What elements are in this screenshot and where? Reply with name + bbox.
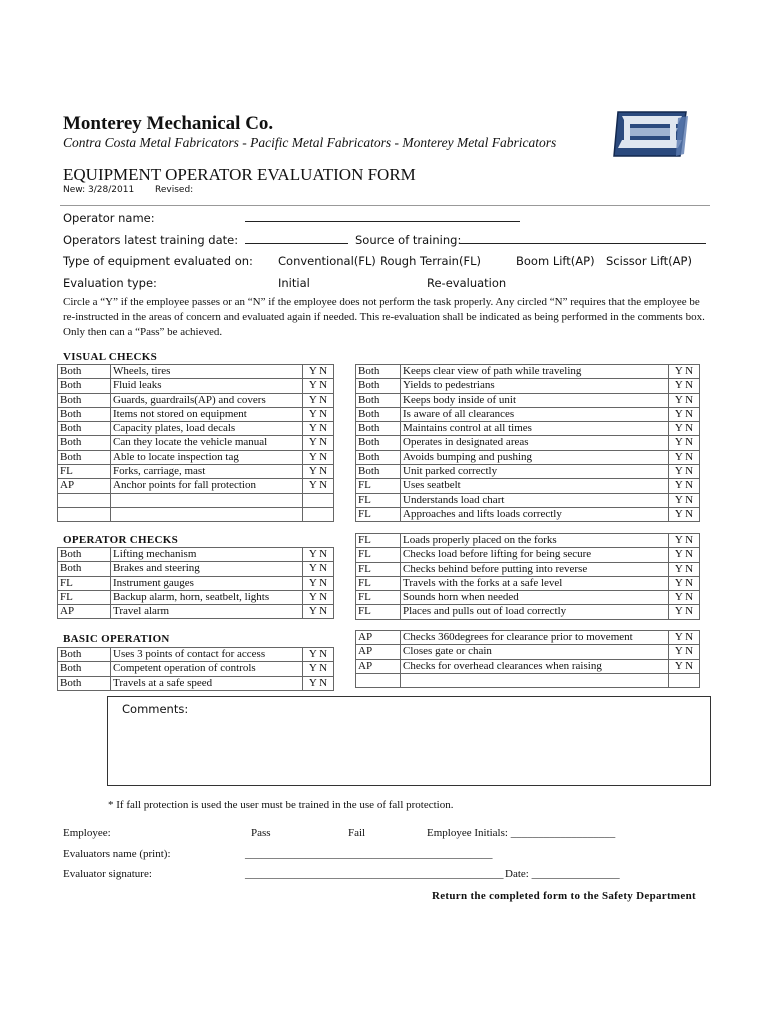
- equipment-type-cell: Both: [58, 436, 111, 450]
- check-row: [356, 562, 700, 576]
- check-row: [356, 659, 700, 673]
- equipment-type-cell: FL: [356, 548, 401, 562]
- yes-no-cell[interactable]: Y N: [669, 379, 700, 393]
- check-row: [356, 507, 700, 521]
- check-row: [356, 407, 700, 421]
- check-row: [356, 576, 700, 590]
- check-item-cell: [111, 507, 303, 521]
- basic-operation-left-table: [57, 647, 334, 691]
- check-item-cell: Travel alarm: [111, 605, 303, 619]
- yes-no-cell[interactable]: Y N: [303, 662, 334, 676]
- check-row: [58, 365, 334, 379]
- check-row: [58, 548, 334, 562]
- yes-no-cell[interactable]: Y N: [303, 676, 334, 690]
- check-row: [356, 450, 700, 464]
- evaluator-signature-label: Evaluator signature:: [63, 868, 152, 880]
- yes-no-cell[interactable]: Y N: [669, 507, 700, 521]
- operator-checks-left-table: [57, 547, 334, 619]
- check-item-cell: Keeps body inside of unit: [401, 393, 669, 407]
- equipment-type-cell: FL: [58, 576, 111, 590]
- visual-checks-right-table: [355, 364, 700, 522]
- check-item-cell: Forks, carriage, mast: [111, 465, 303, 479]
- check-row: [356, 631, 700, 645]
- yes-no-cell[interactable]: Y N: [669, 659, 700, 673]
- check-item-cell: Uses seatbelt: [401, 479, 669, 493]
- option-conventional[interactable]: Conventional(FL): [278, 254, 376, 268]
- check-item-cell: Loads properly placed on the forks: [401, 534, 669, 548]
- check-item-cell: Operates in designated areas: [401, 436, 669, 450]
- equipment-type-cell: FL: [58, 465, 111, 479]
- check-row: [356, 393, 700, 407]
- check-row: [58, 576, 334, 590]
- check-row: [58, 450, 334, 464]
- operator-name-field[interactable]: [245, 209, 520, 222]
- equipment-type-cell: Both: [58, 648, 111, 662]
- check-item-cell: Checks 360degrees for clearance prior to movement: [401, 631, 669, 645]
- employee-label: Employee:: [63, 827, 111, 839]
- equipment-type-cell: Both: [356, 450, 401, 464]
- check-row: [58, 393, 334, 407]
- option-rough-terrain[interactable]: Rough Terrain(FL): [380, 254, 481, 268]
- equipment-type-cell: FL: [356, 605, 401, 619]
- yes-no-cell[interactable]: Y N: [669, 365, 700, 379]
- latest-training-field[interactable]: [245, 231, 348, 244]
- check-item-cell: Can they locate the vehicle manual: [111, 436, 303, 450]
- check-item-cell: Capacity plates, load decals: [111, 422, 303, 436]
- check-item-cell: Fluid leaks: [111, 379, 303, 393]
- equipment-type-label: Type of equipment evaluated on:: [63, 254, 253, 268]
- yes-no-cell[interactable]: Y N: [669, 407, 700, 421]
- check-row: [356, 365, 700, 379]
- yes-no-cell[interactable]: Y N: [303, 562, 334, 576]
- evaluators-name-field[interactable]: _____________________________________________: [245, 848, 493, 860]
- basic-operation-title: BASIC OPERATION: [63, 633, 170, 645]
- return-note: Return the completed form to the Safety Department: [432, 890, 696, 902]
- title-divider: [60, 205, 710, 206]
- yes-no-cell[interactable]: Y N: [303, 450, 334, 464]
- equipment-type-cell: Both: [58, 407, 111, 421]
- yes-no-cell[interactable]: Y N: [303, 465, 334, 479]
- yes-no-cell[interactable]: Y N: [303, 590, 334, 604]
- check-row: [356, 534, 700, 548]
- yes-no-cell: [303, 507, 334, 521]
- operator-checks-title: OPERATOR CHECKS: [63, 534, 179, 546]
- equipment-type-cell: FL: [356, 591, 401, 605]
- yes-no-cell: [303, 493, 334, 507]
- yes-no-cell: [669, 673, 700, 687]
- equipment-type-cell: FL: [356, 576, 401, 590]
- check-row: [58, 590, 334, 604]
- check-item-cell: Able to locate inspection tag: [111, 450, 303, 464]
- evaluator-signature-field[interactable]: _______________________________________________: [245, 868, 504, 880]
- equipment-type-cell: [356, 673, 401, 687]
- visual-checks-left-table: [57, 364, 334, 522]
- equipment-type-cell: FL: [356, 479, 401, 493]
- yes-no-cell[interactable]: Y N: [669, 534, 700, 548]
- instructions-text: Circle a “Y” if the employee passes or an “N” if the employee does not perform the task properly. Any circled “N” requires that the employee be re-instructed in the areas of concern and evaluated again if needed. This re-evaluation shall be indicated as being performed in the comments box. Only then can a “Pass” be achieved.: [63, 296, 705, 338]
- new-date-label: New: 3/28/2011: [63, 185, 135, 195]
- pass-option[interactable]: Pass: [251, 827, 271, 839]
- equipment-type-cell: Both: [58, 365, 111, 379]
- equipment-type-cell: Both: [58, 562, 111, 576]
- check-row: [356, 422, 700, 436]
- option-scissor-lift[interactable]: Scissor Lift(AP): [606, 254, 692, 268]
- yes-no-cell[interactable]: Y N: [669, 479, 700, 493]
- check-item-cell: Uses 3 points of contact for access: [111, 648, 303, 662]
- operator-name-label: Operator name:: [63, 211, 155, 225]
- equipment-type-cell: [58, 507, 111, 521]
- equipment-type-cell: AP: [58, 605, 111, 619]
- equipment-type-cell: Both: [356, 379, 401, 393]
- evaluation-type-label: Evaluation type:: [63, 276, 157, 290]
- equipment-type-cell: Both: [356, 436, 401, 450]
- source-training-label: Source of training:: [355, 233, 462, 247]
- visual-checks-title: VISUAL CHECKS: [63, 351, 158, 363]
- check-row: [58, 479, 334, 493]
- check-item-cell: Anchor points for fall protection: [111, 479, 303, 493]
- check-item-cell: Travels at a safe speed: [111, 676, 303, 690]
- revised-label: Revised:: [155, 185, 194, 195]
- equipment-type-cell: Both: [58, 676, 111, 690]
- option-initial[interactable]: Initial: [278, 276, 310, 290]
- equipment-type-cell: Both: [356, 422, 401, 436]
- yes-no-cell[interactable]: Y N: [303, 407, 334, 421]
- yes-no-cell[interactable]: Y N: [303, 436, 334, 450]
- check-item-cell: Wheels, tires: [111, 365, 303, 379]
- check-item-cell: Yields to pedestrians: [401, 379, 669, 393]
- employee-initials-field[interactable]: Employee Initials: ___________________: [427, 827, 616, 839]
- option-re-evaluation[interactable]: Re-evaluation: [427, 276, 507, 290]
- yes-no-cell[interactable]: Y N: [303, 605, 334, 619]
- yes-no-cell[interactable]: Y N: [303, 648, 334, 662]
- check-item-cell: [111, 493, 303, 507]
- check-item-cell: Items not stored on equipment: [111, 407, 303, 421]
- comments-label: Comments:: [122, 702, 189, 716]
- check-item-cell: Guards, guardrails(AP) and covers: [111, 393, 303, 407]
- check-row: [356, 465, 700, 479]
- check-row: [58, 648, 334, 662]
- equipment-type-cell: AP: [356, 659, 401, 673]
- yes-no-cell[interactable]: Y N: [669, 605, 700, 619]
- option-boom-lift[interactable]: Boom Lift(AP): [516, 254, 595, 268]
- source-training-field[interactable]: [459, 231, 706, 244]
- yes-no-cell[interactable]: Y N: [303, 365, 334, 379]
- yes-no-cell[interactable]: Y N: [669, 393, 700, 407]
- yes-no-cell[interactable]: Y N: [669, 465, 700, 479]
- evaluators-name-label: Evaluators name (print):: [63, 848, 171, 860]
- check-row: [58, 562, 334, 576]
- check-item-cell: Checks load before lifting for being secure: [401, 548, 669, 562]
- equipment-type-cell: AP: [356, 645, 401, 659]
- check-item-cell: Closes gate or chain: [401, 645, 669, 659]
- operator-checks-right-table: [355, 533, 700, 620]
- company-logo: [612, 108, 692, 160]
- equipment-type-cell: Both: [58, 393, 111, 407]
- comments-box[interactable]: [107, 696, 711, 786]
- yes-no-cell[interactable]: Y N: [669, 576, 700, 590]
- check-row: [58, 662, 334, 676]
- check-row: [58, 407, 334, 421]
- check-row: [58, 422, 334, 436]
- check-item-cell: Understands load chart: [401, 493, 669, 507]
- check-row: [356, 493, 700, 507]
- equipment-type-cell: Both: [356, 365, 401, 379]
- fail-option[interactable]: Fail: [348, 827, 366, 839]
- check-row: [356, 591, 700, 605]
- subsidiaries-line: Contra Costa Metal Fabricators - Pacific Metal Fabricators - Monterey Metal Fabricators: [63, 135, 557, 150]
- equipment-type-cell: FL: [356, 562, 401, 576]
- yes-no-cell[interactable]: Y N: [303, 422, 334, 436]
- yes-no-cell[interactable]: Y N: [303, 548, 334, 562]
- check-row: [356, 645, 700, 659]
- check-item-cell: Keeps clear view of path while traveling: [401, 365, 669, 379]
- check-row: [356, 479, 700, 493]
- check-row: [356, 548, 700, 562]
- equipment-type-cell: Both: [58, 379, 111, 393]
- check-item-cell: Checks behind before putting into reverse: [401, 562, 669, 576]
- yes-no-cell[interactable]: Y N: [669, 562, 700, 576]
- equipment-type-cell: Both: [356, 465, 401, 479]
- check-item-cell: Is aware of all clearances: [401, 407, 669, 421]
- equipment-type-cell: FL: [58, 590, 111, 604]
- check-row: [58, 465, 334, 479]
- equipment-type-cell: Both: [58, 548, 111, 562]
- check-row: [58, 605, 334, 619]
- check-item-cell: Maintains control at all times: [401, 422, 669, 436]
- basic-operation-right-table: [355, 630, 700, 688]
- check-item-cell: Travels with the forks at a safe level: [401, 576, 669, 590]
- yes-no-cell[interactable]: Y N: [669, 631, 700, 645]
- yes-no-cell[interactable]: Y N: [303, 393, 334, 407]
- date-field[interactable]: Date: ________________: [505, 868, 620, 880]
- check-item-cell: Sounds horn when needed: [401, 591, 669, 605]
- equipment-type-cell: [58, 493, 111, 507]
- yes-no-cell[interactable]: Y N: [303, 576, 334, 590]
- yes-no-cell[interactable]: Y N: [669, 493, 700, 507]
- equipment-type-cell: FL: [356, 493, 401, 507]
- check-row: [58, 436, 334, 450]
- check-row: [58, 379, 334, 393]
- check-item-cell: Brakes and steering: [111, 562, 303, 576]
- check-row: [58, 507, 334, 521]
- yes-no-cell[interactable]: Y N: [303, 379, 334, 393]
- form-title: EQUIPMENT OPERATOR EVALUATION FORM: [63, 165, 416, 184]
- yes-no-cell[interactable]: Y N: [669, 422, 700, 436]
- yes-no-cell[interactable]: Y N: [669, 436, 700, 450]
- check-item-cell: Checks for overhead clearances when raising: [401, 659, 669, 673]
- fall-protection-note: * If fall protection is used the user must be trained in the use of fall protection.: [108, 799, 454, 811]
- equipment-type-cell: AP: [58, 479, 111, 493]
- check-row: [356, 605, 700, 619]
- check-item-cell: Approaches and lifts loads correctly: [401, 507, 669, 521]
- check-row: [58, 493, 334, 507]
- company-name: Monterey Mechanical Co.: [63, 113, 274, 134]
- check-item-cell: Unit parked correctly: [401, 465, 669, 479]
- check-item-cell: Places and pulls out of load correctly: [401, 605, 669, 619]
- check-row: [356, 379, 700, 393]
- check-row: [58, 676, 334, 690]
- equipment-type-cell: FL: [356, 507, 401, 521]
- check-row: [356, 436, 700, 450]
- yes-no-cell[interactable]: Y N: [669, 645, 700, 659]
- equipment-type-cell: Both: [356, 407, 401, 421]
- equipment-type-cell: Both: [58, 662, 111, 676]
- yes-no-cell[interactable]: Y N: [303, 479, 334, 493]
- check-item-cell: Competent operation of controls: [111, 662, 303, 676]
- yes-no-cell[interactable]: Y N: [669, 548, 700, 562]
- equipment-type-cell: AP: [356, 631, 401, 645]
- equipment-type-cell: FL: [356, 534, 401, 548]
- check-item-cell: Instrument gauges: [111, 576, 303, 590]
- check-item-cell: [401, 673, 669, 687]
- equipment-type-cell: Both: [58, 422, 111, 436]
- equipment-type-cell: Both: [356, 393, 401, 407]
- check-item-cell: Backup alarm, horn, seatbelt, lights: [111, 590, 303, 604]
- latest-training-label: Operators latest training date:: [63, 233, 239, 247]
- yes-no-cell[interactable]: Y N: [669, 591, 700, 605]
- check-item-cell: Avoids bumping and pushing: [401, 450, 669, 464]
- check-item-cell: Lifting mechanism: [111, 548, 303, 562]
- equipment-type-cell: Both: [58, 450, 111, 464]
- yes-no-cell[interactable]: Y N: [669, 450, 700, 464]
- check-row: [356, 673, 700, 687]
